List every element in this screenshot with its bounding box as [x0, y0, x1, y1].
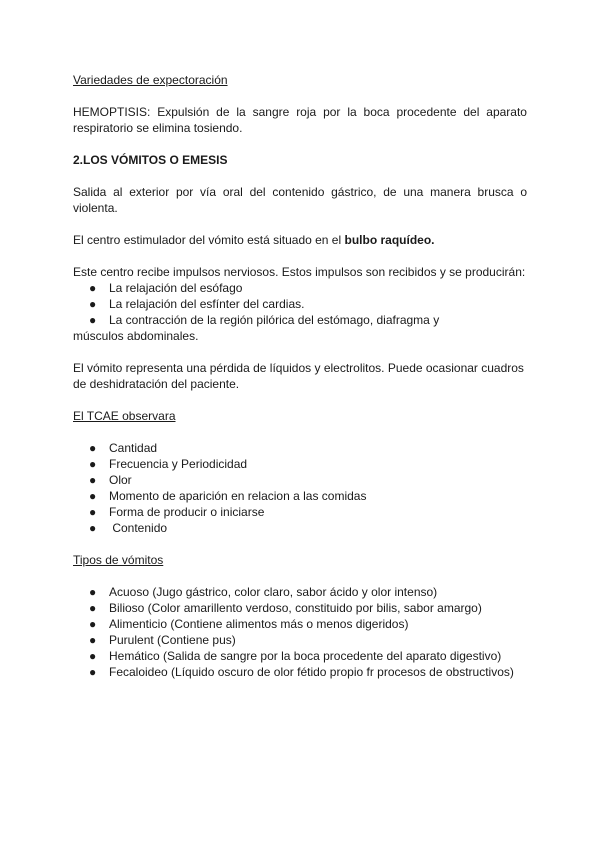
list-item: ● La relajación del esófago	[89, 281, 243, 295]
list-item: ● Purulent (Contiene pus)	[89, 633, 236, 647]
hemoptisis-text: Expulsión de la sangre roja por la boca procedente del aparato respiratorio se elimina tosiendo.	[73, 105, 527, 135]
bullet-icon: ●	[89, 649, 97, 663]
bullet-icon: ●	[89, 601, 97, 615]
tcae-list	[73, 440, 527, 536]
hemoptisis-label: HEMOPTISIS:	[73, 105, 151, 119]
section-title-tcae: El TCAE observara	[73, 409, 176, 423]
list-item: ● La contracción de la región pilórica del estómago, diafragma y	[89, 313, 440, 327]
vomito-center-paragraph	[73, 232, 527, 248]
bullet-icon: ●	[89, 489, 97, 503]
list-item: ● Alimenticio (Contiene alimentos más o menos digeridos)	[89, 617, 409, 631]
list-item: ● Fecaloideo (Líquido oscuro de olor fétido propio fr procesos de obstructivos)	[89, 665, 514, 679]
section-heading-vomitos: 2.LOS VÓMITOS O EMESIS	[73, 153, 228, 167]
hemoptisis-paragraph	[73, 104, 527, 136]
list-item: ● Cantidad	[89, 441, 158, 455]
section-title-tipos: Tipos de vómitos	[73, 553, 164, 567]
bullet-icon: ●	[89, 521, 97, 535]
bullet-icon: ●	[89, 297, 97, 311]
vomito-consequence: El vómito representa una pérdida de líquidos y electrolitos. Puede ocasionar cuadros de deshidratación del paciente.	[73, 361, 524, 391]
bullet-icon: ●	[89, 281, 97, 295]
impulses-continuation: músculos abdominales.	[73, 329, 199, 343]
list-item: ● Olor	[89, 473, 132, 487]
bullet-icon: ●	[89, 441, 97, 455]
vomito-definition: Salida al exterior por vía oral del contenido gástrico, de una manera brusca o violenta.	[73, 185, 527, 215]
tipos-list	[73, 584, 527, 680]
list-item: ● Momento de aparición en relacion a las comidas	[89, 489, 367, 503]
list-item: ● La relajación del esfínter del cardias.	[89, 297, 305, 311]
impulses-list	[73, 280, 527, 328]
list-item: ● Contenido	[89, 521, 168, 535]
list-item: ● Frecuencia y Periodicidad	[89, 457, 248, 471]
impulses-intro: Este centro recibe impulsos nerviosos. Estos impulsos son recibidos y se producirán:	[73, 265, 526, 279]
list-item: ● Acuoso (Jugo gástrico, color claro, sabor ácido y olor intenso)	[89, 585, 438, 599]
bullet-icon: ●	[89, 617, 97, 631]
bullet-icon: ●	[89, 633, 97, 647]
vomito-center-bold: bulbo raquídeo.	[344, 233, 435, 247]
list-item: ● Hemático (Salida de sangre por la boca procedente del aparato digestivo)	[89, 649, 502, 663]
list-item: ● Forma de producir o iniciarse	[89, 505, 265, 519]
list-item: ● Bilioso (Color amarillento verdoso, constituido por bilis, sabor amargo)	[89, 601, 482, 615]
document-page	[73, 72, 527, 680]
bullet-icon: ●	[89, 313, 97, 327]
bullet-icon: ●	[89, 585, 97, 599]
section-title-expectoracion: Variedades de expectoración	[73, 73, 228, 87]
bullet-icon: ●	[89, 457, 97, 471]
bullet-icon: ●	[89, 665, 97, 679]
vomito-center-prefix: El centro estimulador del vómito está situado en el	[73, 233, 342, 247]
bullet-icon: ●	[89, 473, 97, 487]
bullet-icon: ●	[89, 505, 97, 519]
